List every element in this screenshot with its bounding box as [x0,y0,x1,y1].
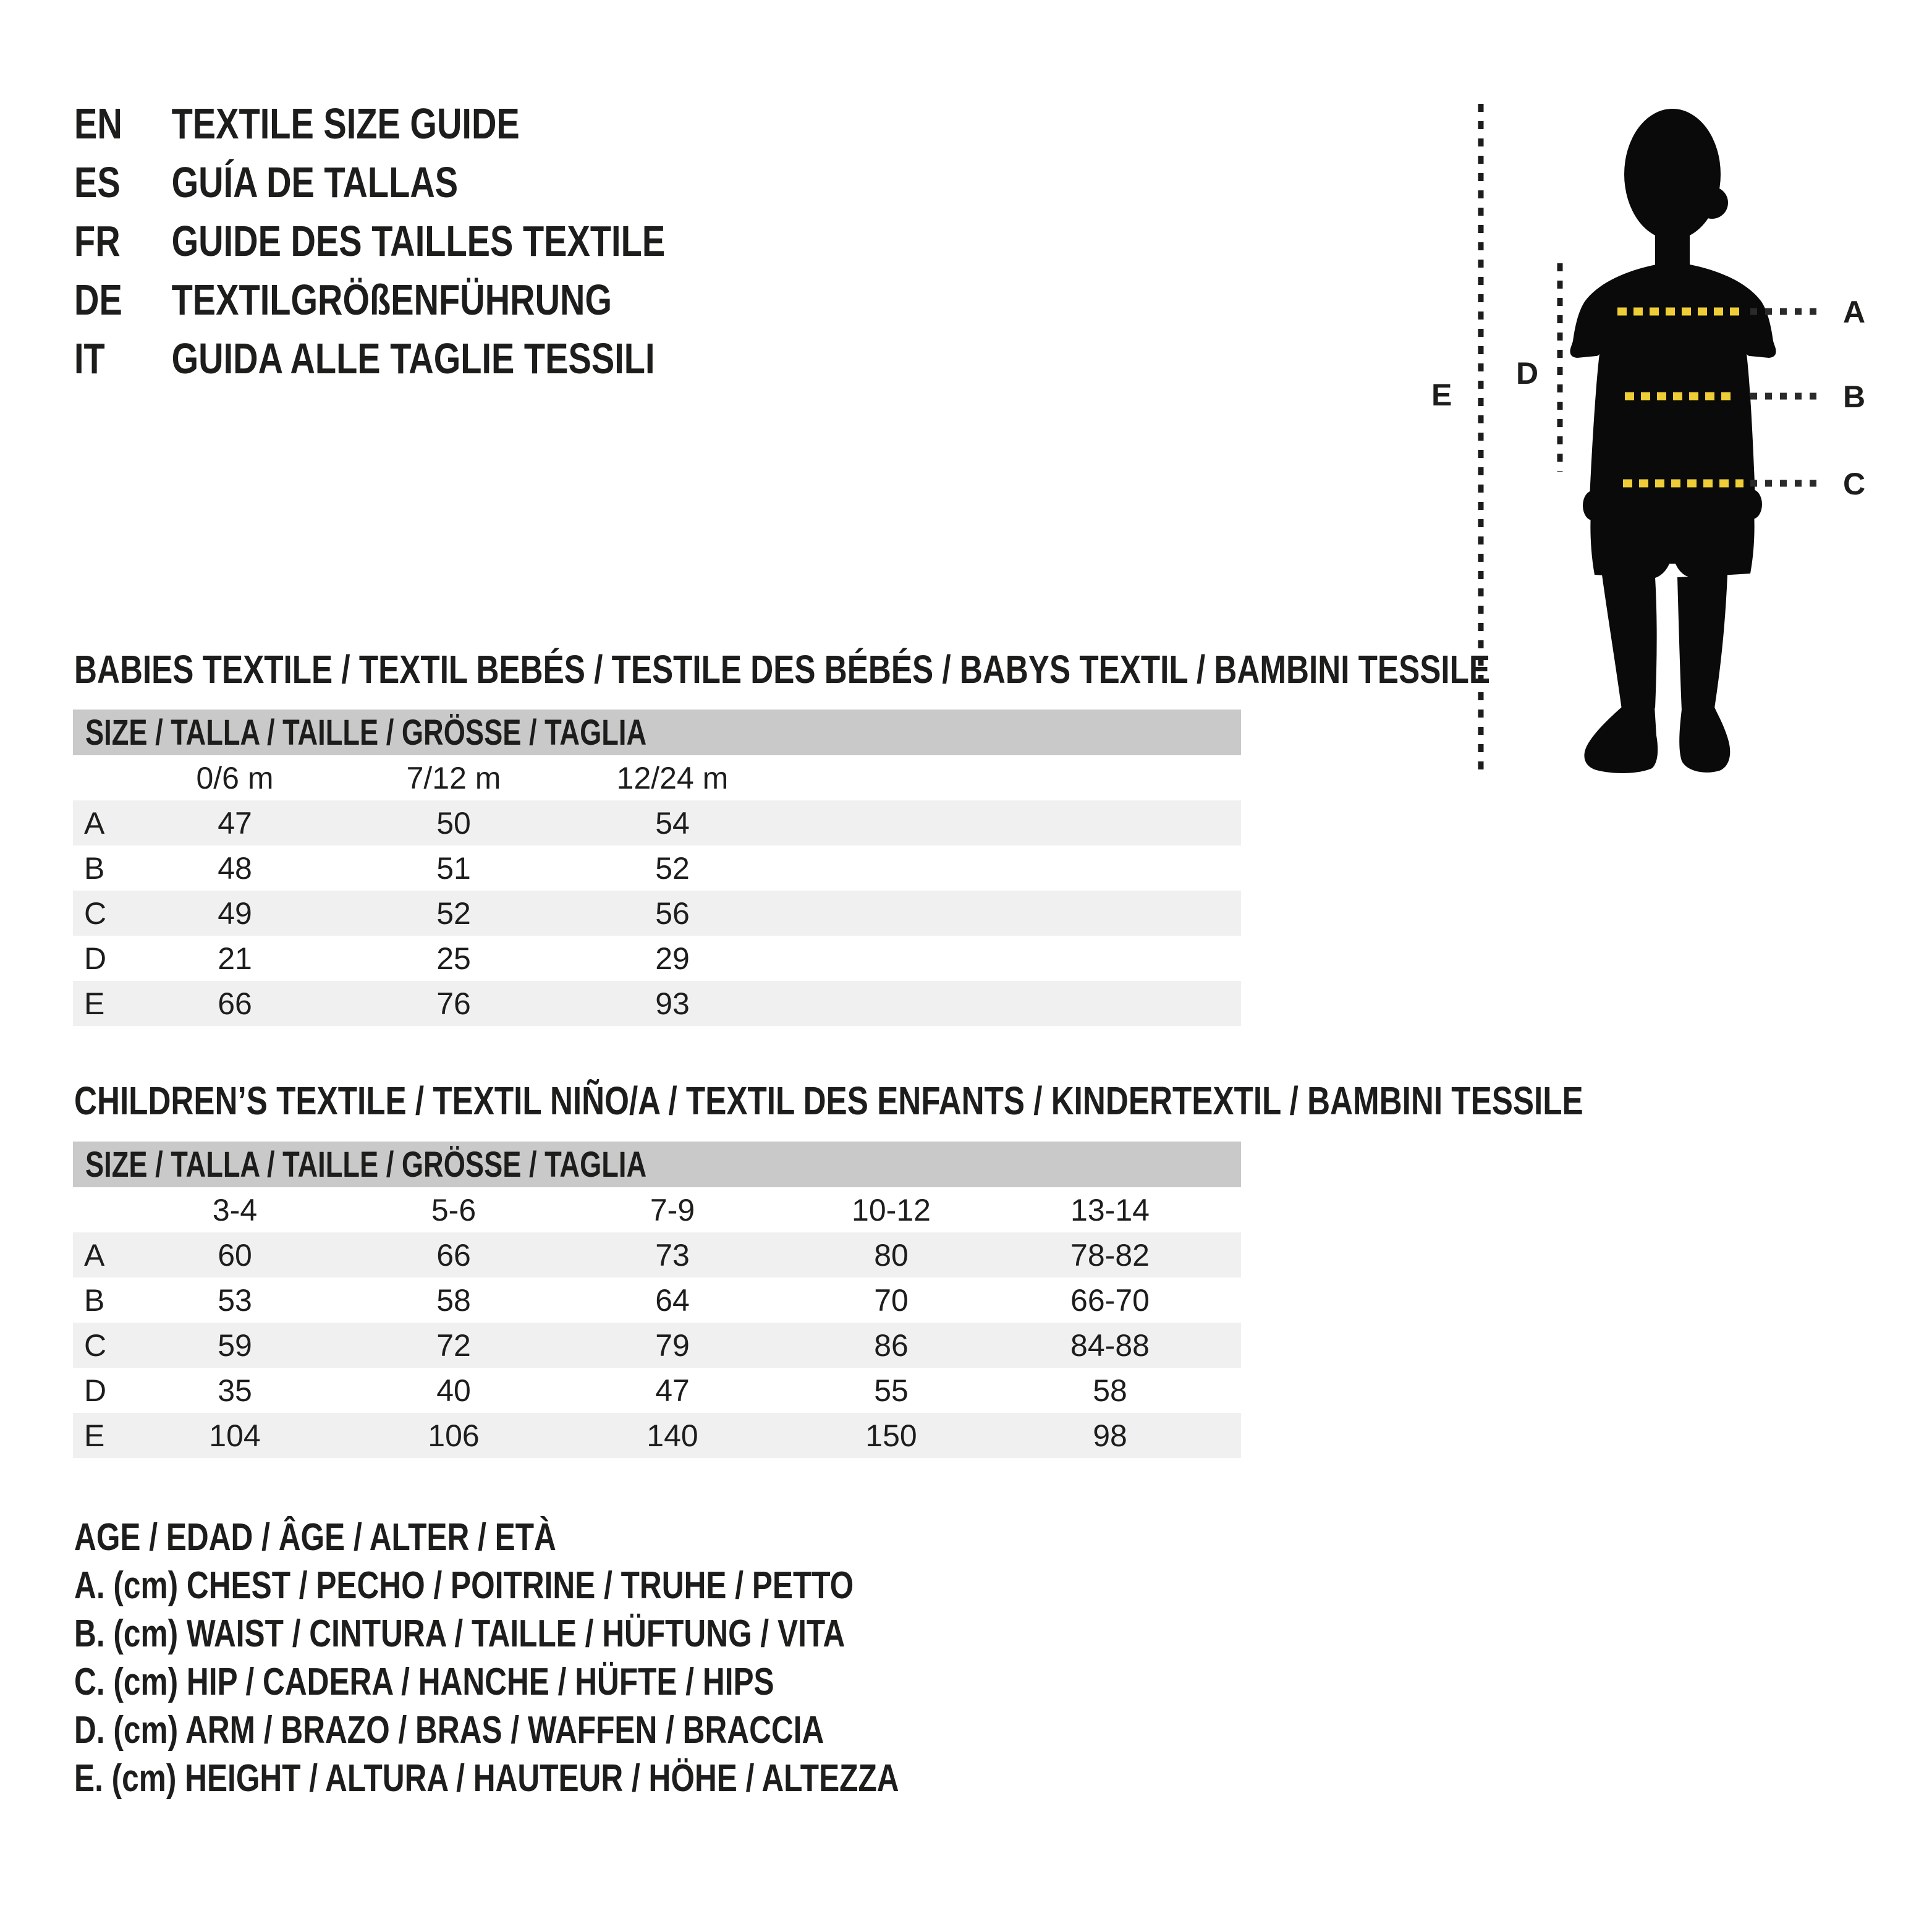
cell-value: 150 [865,1418,917,1453]
cell-value: 70 [874,1282,909,1318]
silhouette-left-shoe [1584,706,1658,773]
figure-label-b: B [1843,379,1866,414]
language-code-fr: FR [74,216,121,265]
cell-value: 73 [655,1237,690,1273]
row-label: B [84,850,105,886]
babies-row-a [73,800,1241,845]
figure-label-a: A [1843,295,1866,329]
cell-value: 52 [655,850,690,886]
cell-value: 56 [655,896,690,931]
language-row-es [74,153,665,211]
babies-col-7-12m: 7/12 m [406,760,501,795]
silhouette-right-leg [1677,575,1727,711]
cell-value: 40 [436,1373,471,1408]
silhouette-shirt [1570,265,1776,506]
child-silhouette [1570,109,1776,773]
language-title-de: TEXTILGRÖßENFÜHRUNG [171,275,612,324]
cell-value: 47 [218,805,252,841]
language-row-fr [74,211,665,270]
children-size-table [73,1142,1241,1458]
language-title-fr: GUIDE DES TAILLES TEXTILE [171,216,666,265]
children-row-a [73,1232,1241,1277]
language-row-it [74,329,665,388]
silhouette-hair [1696,187,1728,219]
cell-value: 52 [436,896,471,931]
silhouette-head [1624,109,1721,240]
figure-label-c: C [1843,467,1866,501]
children-size-header-label: SIZE / TALLA / TAILLE / GRÖSSE / TAGLIA [85,1144,647,1185]
children-col-7-9: 7-9 [650,1192,695,1227]
language-code-es: ES [74,158,121,206]
babies-size-table [73,710,1241,1026]
cell-value: 140 [646,1418,698,1453]
babies-size-header-label: SIZE / TALLA / TAILLE / GRÖSSE / TAGLIA [85,712,647,753]
cell-value: 64 [655,1282,690,1318]
cell-value: 48 [218,850,252,886]
children-row-c [73,1323,1241,1368]
cell-value: 98 [1093,1418,1127,1453]
cell-value: 106 [428,1418,480,1453]
babies-section-heading: BABIES TEXTILE / TEXTIL BEBÉS / TESTILE DES BÉBÉS / BABYS TEXTIL / BAMBINI TESSILE [74,647,1491,692]
babies-column-header-row [73,755,1241,800]
row-label: E [84,986,105,1021]
cell-value: 35 [218,1373,252,1408]
language-row-de [74,270,665,329]
language-code-en: EN [74,99,122,148]
cell-value: 72 [436,1328,471,1363]
children-col-13-14: 13-14 [1070,1192,1150,1227]
cell-value: 76 [436,986,471,1021]
language-code-de: DE [74,275,122,324]
cell-value: 59 [218,1328,252,1363]
cell-value: 21 [218,941,252,976]
babies-col-0-6m: 0/6 m [196,760,274,795]
children-row-b [73,1277,1241,1323]
row-label: B [84,1282,105,1318]
cell-value: 55 [874,1373,909,1408]
children-section-heading: CHILDREN’S TEXTILE / TEXTIL NIÑO/A / TEXTIL DES ENFANTS / KINDERTEXTIL / BAMBINI TESSILE [74,1078,1583,1123]
figure-label-e: E [1431,378,1452,412]
cell-value: 58 [436,1282,471,1318]
language-title-it: GUIDA ALLE TAGLIE TESSILI [171,334,655,383]
cell-value: 66-70 [1070,1282,1150,1318]
babies-table-header-bar [73,710,1241,755]
cell-value: 58 [1093,1373,1127,1408]
cell-value: 66 [436,1237,471,1273]
language-title-es: GUÍA DE TALLAS [171,158,459,206]
cell-value: 25 [436,941,471,976]
cell-value: 50 [436,805,471,841]
children-row-d [73,1368,1241,1413]
children-table-header-bar [73,1142,1241,1187]
cell-value: 93 [655,986,690,1021]
measurement-legend [74,1513,1105,1802]
legend-height: E. (cm) HEIGHT / ALTURA / HAUTEUR / HÖHE / ALTEZZA [74,1756,899,1800]
cell-value: 51 [436,850,471,886]
cell-value: 29 [655,941,690,976]
children-row-e [73,1413,1241,1458]
babies-row-c [73,891,1241,936]
row-label: D [84,1373,107,1408]
cell-value: 47 [655,1373,690,1408]
cell-value: 79 [655,1328,690,1363]
children-col-5-6: 5-6 [431,1192,477,1227]
children-column-header-row [73,1187,1241,1232]
cell-value: 80 [874,1237,909,1273]
cell-value: 60 [218,1237,252,1273]
language-code-it: IT [74,334,105,383]
cell-value: 104 [209,1418,261,1453]
silhouette-right-shoe [1679,707,1730,773]
silhouette-shorts [1590,494,1754,578]
figure-label-d: D [1516,356,1539,391]
children-col-3-4: 3-4 [212,1192,258,1227]
cell-value: 84-88 [1070,1328,1150,1363]
row-label: C [84,896,107,931]
row-label: C [84,1328,107,1363]
babies-row-e [73,981,1241,1026]
legend-age: AGE / EDAD / ÂGE / ALTER / ETÀ [74,1515,556,1559]
legend-waist: B. (cm) WAIST / CINTURA / TAILLE / HÜFTUNG / VITA [74,1612,845,1655]
silhouette-left-leg [1602,575,1657,710]
row-label: D [84,941,107,976]
cell-value: 53 [218,1282,252,1318]
language-title-en: TEXTILE SIZE GUIDE [171,99,520,148]
cell-value: 54 [655,805,690,841]
babies-row-d [73,936,1241,981]
row-label: E [84,1418,105,1453]
children-col-10-12: 10-12 [852,1192,931,1227]
legend-hip: C. (cm) HIP / CADERA / HANCHE / HÜFTE / HIPS [74,1660,774,1703]
babies-col-12-24m: 12/24 m [616,760,729,795]
cell-value: 66 [218,986,252,1021]
row-label: A [84,805,105,841]
cell-value: 86 [874,1328,909,1363]
row-label: A [84,1237,105,1273]
language-heading-block [74,94,813,388]
cell-value: 49 [218,896,252,931]
babies-row-b [73,845,1241,891]
legend-arm: D. (cm) ARM / BRAZO / BRAS / WAFFEN / BRACCIA [74,1708,824,1752]
legend-chest: A. (cm) CHEST / PECHO / POITRINE / TRUHE / PETTO [74,1564,854,1607]
cell-value: 78-82 [1070,1237,1150,1273]
language-row-en [74,94,665,153]
